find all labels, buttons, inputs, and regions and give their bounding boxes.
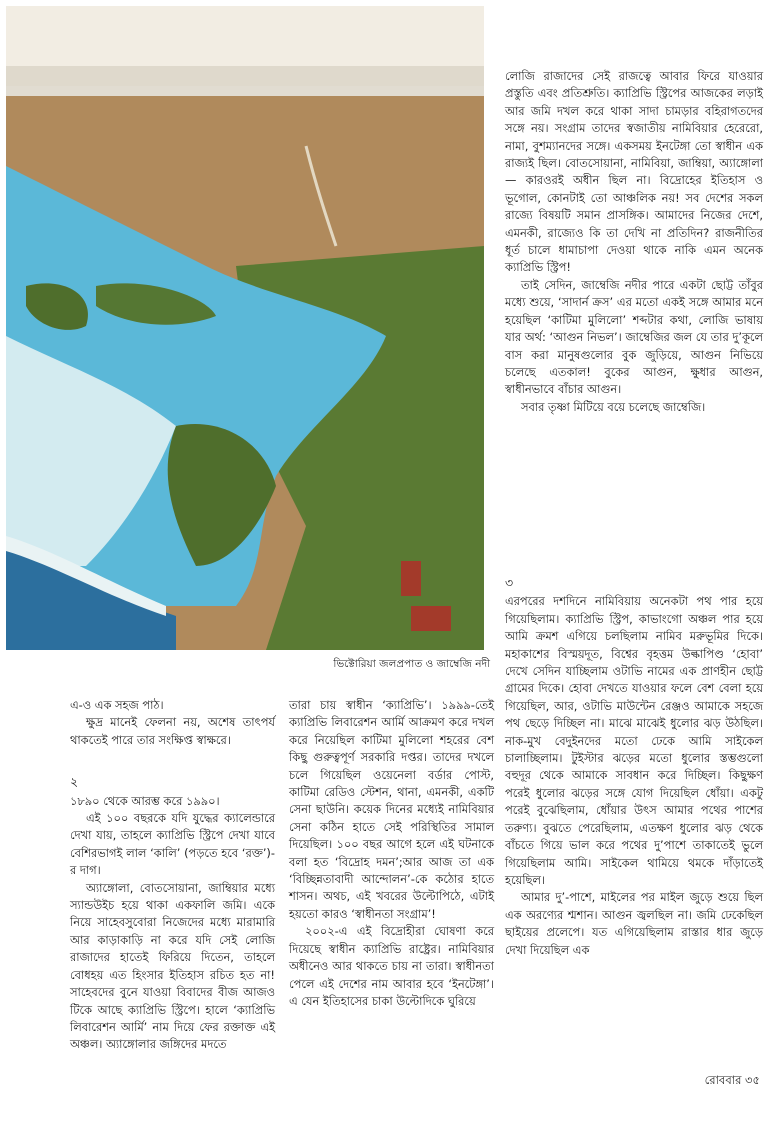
- paragraph: তাই সেদিন, জাম্বেজি নদীর পারে একটা ছোট্ট তাঁবুর মধ্যে শুয়ে, ‘সাদার্ন ক্রস’ এর মতো একই সঙ্গে আমার মনে হয়েছিল ‘কাটিমা মুলিলো’ শব্দটার কথা, লোজি ভাষায় যার অর্থ: ‘আগুন নিভল’। জাম্বেজির জল যে তার দু’কূলে বাস করা মানুষগুলোর বুক জুড়িয়ে, আগুন নিভিয়ে চলেছে এতকাল! বুকের আগুন, ক্ষুধার আগুন, স্বাধীনভাবে বাঁচার আগুন।: [505, 277, 763, 397]
- section-number: ৩: [505, 575, 514, 590]
- paragraph: এ-ও এক সহজ পাঠ।: [70, 698, 164, 712]
- paragraph: ১৮৯০ থেকে আরম্ভ করে ১৯৯০।: [70, 793, 220, 808]
- column-left: [70, 697, 275, 1054]
- photo-hotel-building: [401, 561, 421, 596]
- column-middle: [289, 697, 494, 1010]
- waterfall-photo: [6, 6, 484, 650]
- paragraph: অ্যাঙ্গোলা, বোতসোয়ানা, জাম্বিয়ার মধ্যে স্যান্ডউইচ হয়ে থাকা একফালি জমি। একে নিয়ে সাহেবসুবোরা নিজেদের মধ্যে মারামারি আর কাড়াকাড়ি না করে যদি সেই লোজি রাজাদের হাতেই ফিরিয়ে দিতেন, তাহলে বোধহয় এত হিংসার ইতিহাস রচিত হত না! সাহেবদের বুনে যাওয়া বিবাদের বীজ আজও টিকে আছে ক্যাপ্রিভি স্ট্রিপে। হালে ‘ক্যাপ্রিভি লিবারেশন আর্মি’ নাম দিয়ে ফের রক্তাক্ত এই অঞ্চল। অ্যাঙ্গোলার জঙ্গিদের মদতে: [70, 880, 275, 1052]
- column-right-top: [505, 68, 763, 416]
- paragraph: সবার তৃষ্ণা মিটিয়ে বয়ে চলেছে জাম্বেজি।: [521, 399, 706, 414]
- paragraph: আমার দু’-পাশে, মাইলের পর মাইল জুড়ে শুয়ে ছিল এক অরণ্যের শ্মশান। আগুন জ্বলছিল না। জমি ঢেকেছিল ছাইয়ের প্রলেপে। যত এগিয়েছিলাম রাস্তার ধার জুড়ে দেখা দিয়েছিল এক: [505, 890, 763, 957]
- paragraph: ক্ষুদ্র মানেই ফেলনা নয়, অশেষ তাৎপর্য থাকতেই পারে তার সংক্ষিপ্ত স্বাক্ষরে।: [70, 715, 275, 747]
- paragraph: তারা চায় স্বাধীন ‘ক্যাপ্রিভি’। ১৯৯৯-তেই ক্যাপ্রিভি লিবারেশন আর্মি আক্রমণ করে দখল করে নিয়েছিল কাটিমা মুলিলো শহরের বেশ কিছু গুরুত্বপূর্ণ সরকারি দপ্তর। তাদের দখলে চলে গিয়েছিল ওয়েনেলা বর্ডার পোস্ট, কাটিমা রেডিও স্টেশন, থানা, এমনকী, একটি সেনা ছাউনি। কয়েক দিনের মধ্যেই নামিবিয়ার সেনা কঠিন হাতে সেই পরিস্থিতির সামাল দিয়েছিল। ১০০ বছর আগে হলে এই ঘটনাকে বলা হত ‘বিদ্রোহ দমন’;আর আজ তা এক ‘বিচ্ছিন্নতাবাদী আন্দোলন’-কে কঠোর হাতে শাসন। অথচ, এই খবরের উল্টোপিঠে, এটাই হয়তো কারও ‘স্বাধীনতা সংগ্রাম’!: [289, 698, 494, 921]
- aerial-photo-illustration: [6, 6, 484, 650]
- photo-hotel-building-2: [411, 606, 451, 631]
- photo-caption: ভিক্টোরিয়া জলপ্রপাত ও জাম্বেজি নদী: [333, 658, 490, 670]
- section-number: ২: [70, 774, 79, 790]
- paragraph: ২০০২-এ এই বিদ্রোহীরা ঘোষণা করে দিয়েছে স্বাধীন ক্যাপ্রিভি রাষ্ট্রের। নামিবিয়ার অধীনেও আর থাকতে চায় না তারা। স্বাধীনতা পেলে এই দেশের নাম আবার হবে ‘ইনটেঙ্গা’। এ যেন ইতিহাসের চাকা উল্টোদিকে ঘুরিয়ে: [289, 924, 494, 1008]
- page-footer: রোববার ৩৫: [704, 1073, 760, 1087]
- paragraph: এরপরের দশদিনে নামিবিয়ায় অনেকটা পথ পার হয়ে গিয়েছিলাম। ক্যাপ্রিভি স্ট্রিপ, কাভাংগো অঞ্চল পার হয়ে আমি ক্রমশ এগিয়ে চলছিলাম নামিব মরুভূমির দিকে। মহাকাশের বিস্ময়দূত, বিশ্বের বৃহত্তম উল্কাপিণ্ড ‘হোবা’ দেখে সেদিন যাচ্ছিলাম ওটাভি নামের এক প্রাণহীন ছোট্ট গ্রামের দিকে। হোবা দেখতে যাওয়ার ফলে বেশ বেলা হয়ে গিয়েছিল, আর, ওটাভি মাউন্টেন রেঞ্জও আমাকে সহজে পথ ছেড়ে দিচ্ছিল না। মাঝে মাঝেই ধুলোর ঝড় উঠছিল। নাক-মুখ বেদুইনদের মতো ঢেকে আমি সাইকেল চালাচ্ছিলাম। টুইস্টার ঝড়ের মতো ধুলোর স্তম্ভগুলো বহুদূর থেকে আমাকে সাবধান করে দিচ্ছিল। কিছুক্ষণ পরেই ধুলোর ঝড়ের সঙ্গে যোগ দিয়েছিল ধোঁয়া। একটু পরেই বুঝেছিলাম, ধোঁয়ার উৎস আমার পথের পাশের তরুণ্য। বুঝতে পেরেছিলাম, এতক্ষণ ধুলোর ঝড় থেকে বাঁচতে গিয়ে ভাল করে পথের দু’পাশে তাকাতেই ভুলে গিয়েছিলাম আমি। সাইকেল থামিয়ে থমকে দাঁড়াতেই হয়েছিল।: [505, 594, 763, 887]
- paragraph: এই ১০০ বছরকে যদি যুদ্ধের ক্যালেন্ডারে দেখা যায়, তাহলে ক্যাপ্রিভি স্ট্রিপে দেখা যাবে বেশিরভাগই লাল ‘কালি’ (পড়তে হবে ‘রক্ত’)-র দাগ।: [70, 811, 275, 878]
- paragraph: লোজি রাজাদের সেই রাজত্বে আবার ফিরে যাওয়ার প্রস্তুতি এবং প্রতিশ্রুতি। ক্যাপ্রিভি স্ট্রিপের আজকের লড়াই আর জমি দখল করে থাকা সাদা চামড়ার বহিরাগতদের সঙ্গে নয়। সংগ্রাম তাদের স্বজাতীয় নামিবিয়ার হেরেরো, নামা, বুশম্যানদের সঙ্গে। একসময় ইনটেঙ্গা তো স্বাধীন এক রাজ্যই ছিল। বোতসোয়ানা, নামিবিয়া, জাম্বিয়া, অ্যাঙ্গোলা— কারওরই অধীন ছিল না। বিদ্রোহের ইতিহাস ও ভূগোল, কোনটাই তো আঞ্চলিক নয়! সব দেশের সকল রাজ্যে বিষয়টি সমান প্রাসঙ্গিক। আমাদের নিজের দেশে, এমনকী, রাজ্যেও কি তা দেখি না প্রতিদিন? রাজনীতির ধূর্ত চালে ধামাচাপা দেওয়া থাকে নাকি এমন অনেক ক্যাপ্রিভি স্ট্রিপ!: [505, 69, 763, 275]
- column-right-bottom: [505, 564, 763, 959]
